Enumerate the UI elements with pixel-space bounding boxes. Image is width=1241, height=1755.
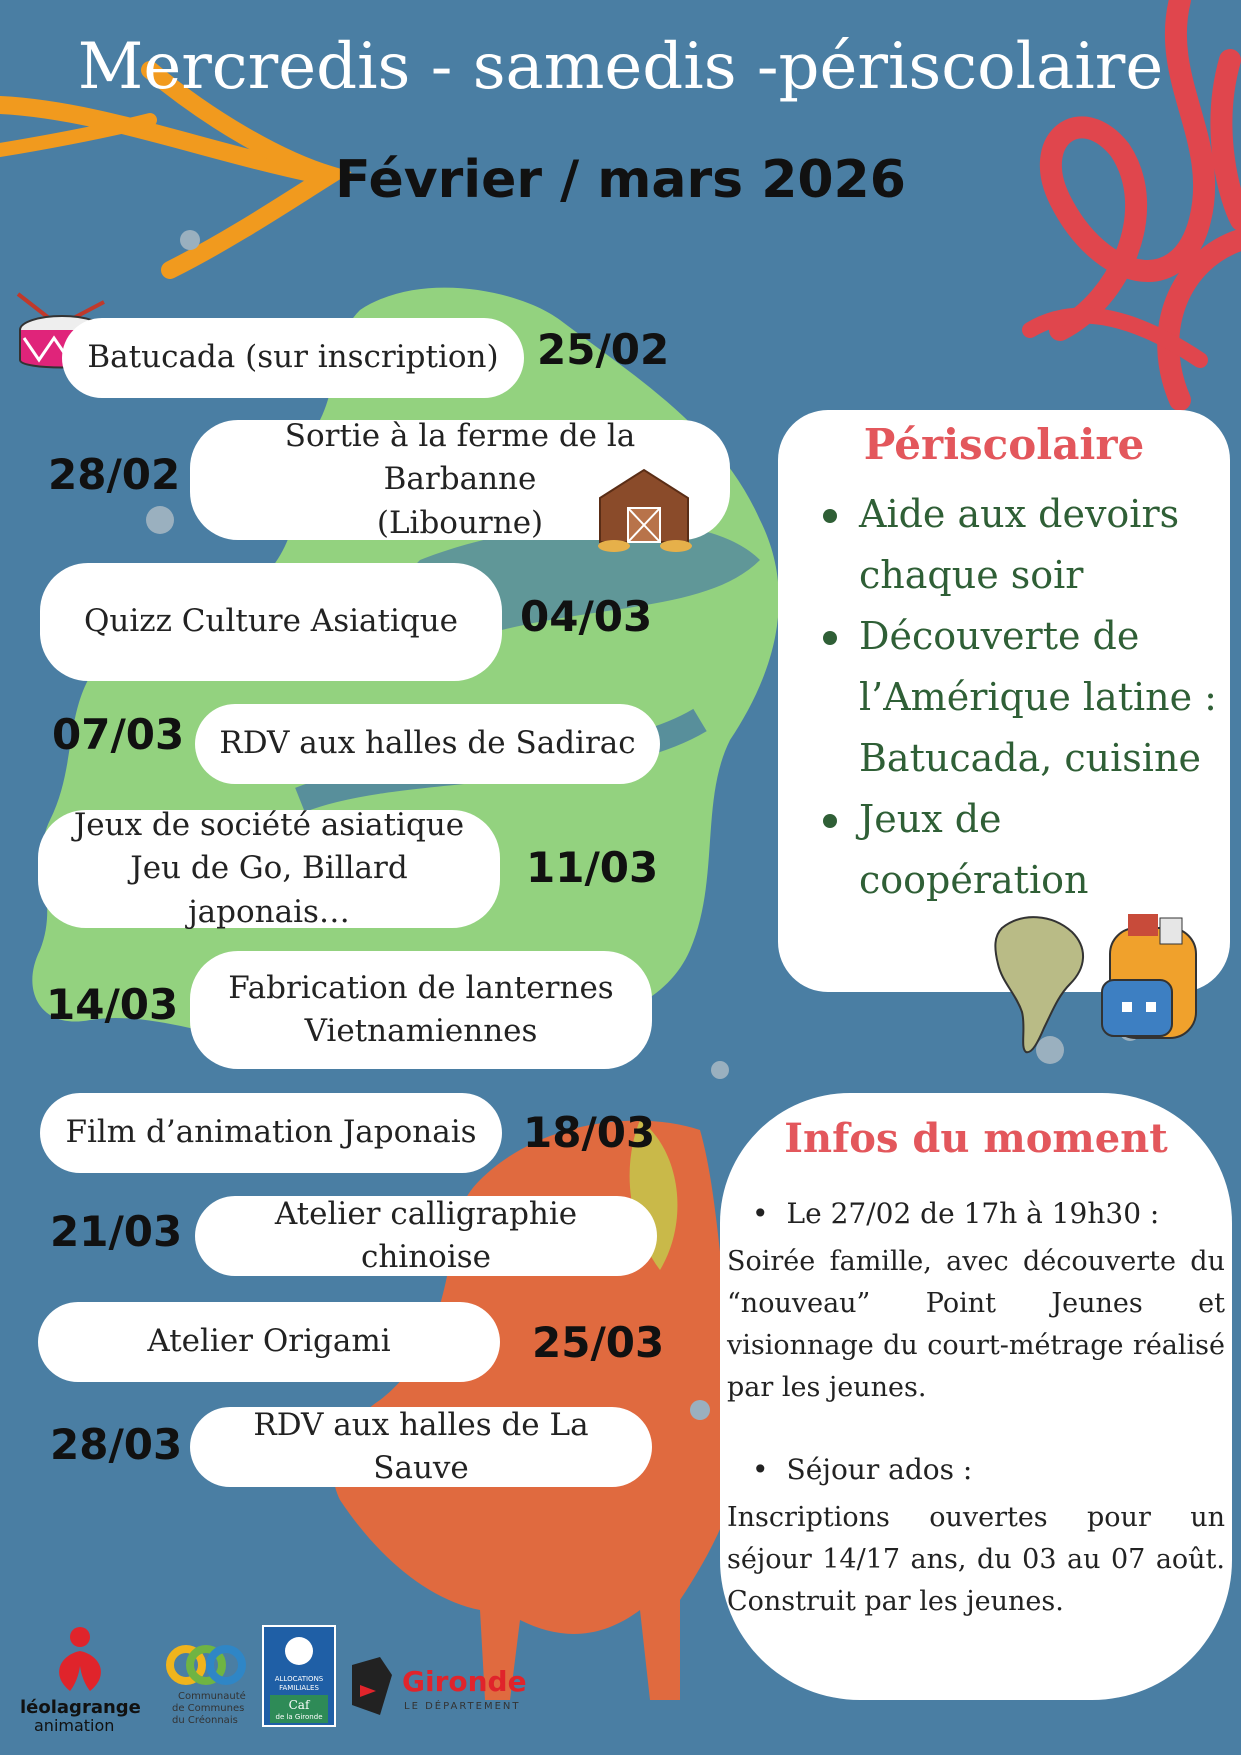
activity-origami: Atelier Origami [38,1302,500,1382]
leolagrange-subtext: animation [34,1716,115,1735]
activity-date-film: 18/03 [523,1108,656,1157]
south-america-icon [992,908,1092,1058]
caf-text-1: ALLOCATIONS [274,1675,324,1683]
activity-film: Film d’animation Japonais [40,1093,502,1173]
activity-calligraphie: Atelier calligraphie chinoise [195,1196,657,1276]
activity-date-quizz: 04/03 [520,592,653,641]
periscolaire-item: Aide aux devoirs chaque soir [805,484,1225,606]
activity-lanternes: Fabrication de lanternes Vietnamiennes [190,951,652,1069]
gironde-logo [350,1655,580,1725]
activity-date-calligraphie: 21/03 [50,1207,183,1256]
leolagrange-text: léolagrange [20,1697,141,1718]
gironde-subtext: LE DÉPARTEMENT [404,1701,521,1712]
page-title: Mercredis - samedis -périscolaire [77,30,1164,104]
ccc-text-3: du Créonnais [172,1715,238,1726]
infos-title: Infos du moment [784,1115,1168,1162]
periscolaire-item: Jeux de coopération [805,789,1225,911]
caf-logo [262,1625,338,1729]
activity-quizz: Quizz Culture Asiatique [40,563,502,681]
activity-date-halles-la-sauve: 28/03 [50,1420,183,1469]
barn-icon [592,464,696,554]
periscolaire-list [805,484,1225,911]
activity-date-batucada: 25/02 [537,325,670,374]
caf-text-4: de la Gironde [275,1713,323,1721]
activity-date-jeux-societe: 11/03 [526,843,659,892]
caf-text-3: Caf [288,1698,310,1712]
periscolaire-title: Périscolaire [863,420,1145,469]
activity-ferme: Sortie à la ferme de la Barbanne (Libourne) [190,420,730,540]
info-bullet-soiree: • Le 27/02 de 17h à 19h30 : [752,1197,1159,1230]
page-subtitle: Février / mars 2026 [335,150,906,210]
periscolaire-item: Découverte de l’Amérique latine : Batucada, cuisine [805,606,1225,789]
activity-halles-sadirac: RDV aux halles de Sadirac [195,704,660,784]
ccc-logo [150,1635,260,1735]
activity-halles-la-sauve: RDV aux halles de La Sauve [190,1407,652,1487]
activity-date-halles-sadirac: 07/03 [52,710,185,759]
leolagrange-logo [20,1625,160,1735]
activity-jeux-societe: Jeux de société asiatique Jeu de Go, Billard japonais… [38,810,500,928]
backpack-icon [1092,908,1212,1048]
info-bullet-sejour: • Séjour ados : [752,1453,972,1486]
activity-batucada: Batucada (sur inscription) [62,318,524,398]
ccc-text-1: Communauté [178,1691,246,1702]
info-text-sejour: Inscriptions ouvertes pour un séjour 14/17 ans, du 03 au 07 août. Construit par les jeunes. [727,1502,1225,1617]
activity-date-ferme: 28/02 [48,450,181,499]
ccc-text-2: de Communes [172,1703,245,1714]
caf-text-2: FAMILIALES [279,1684,319,1692]
activity-date-origami: 25/03 [532,1318,665,1367]
partner-logos [20,1625,580,1735]
info-text-soiree: Soirée famille, avec découverte du “nouveau” Point Jeunes et visionnage du court-métrage réalisé par les jeunes. [727,1246,1225,1403]
gironde-text: Gironde [402,1665,527,1698]
activity-date-lanternes: 14/03 [46,980,179,1029]
